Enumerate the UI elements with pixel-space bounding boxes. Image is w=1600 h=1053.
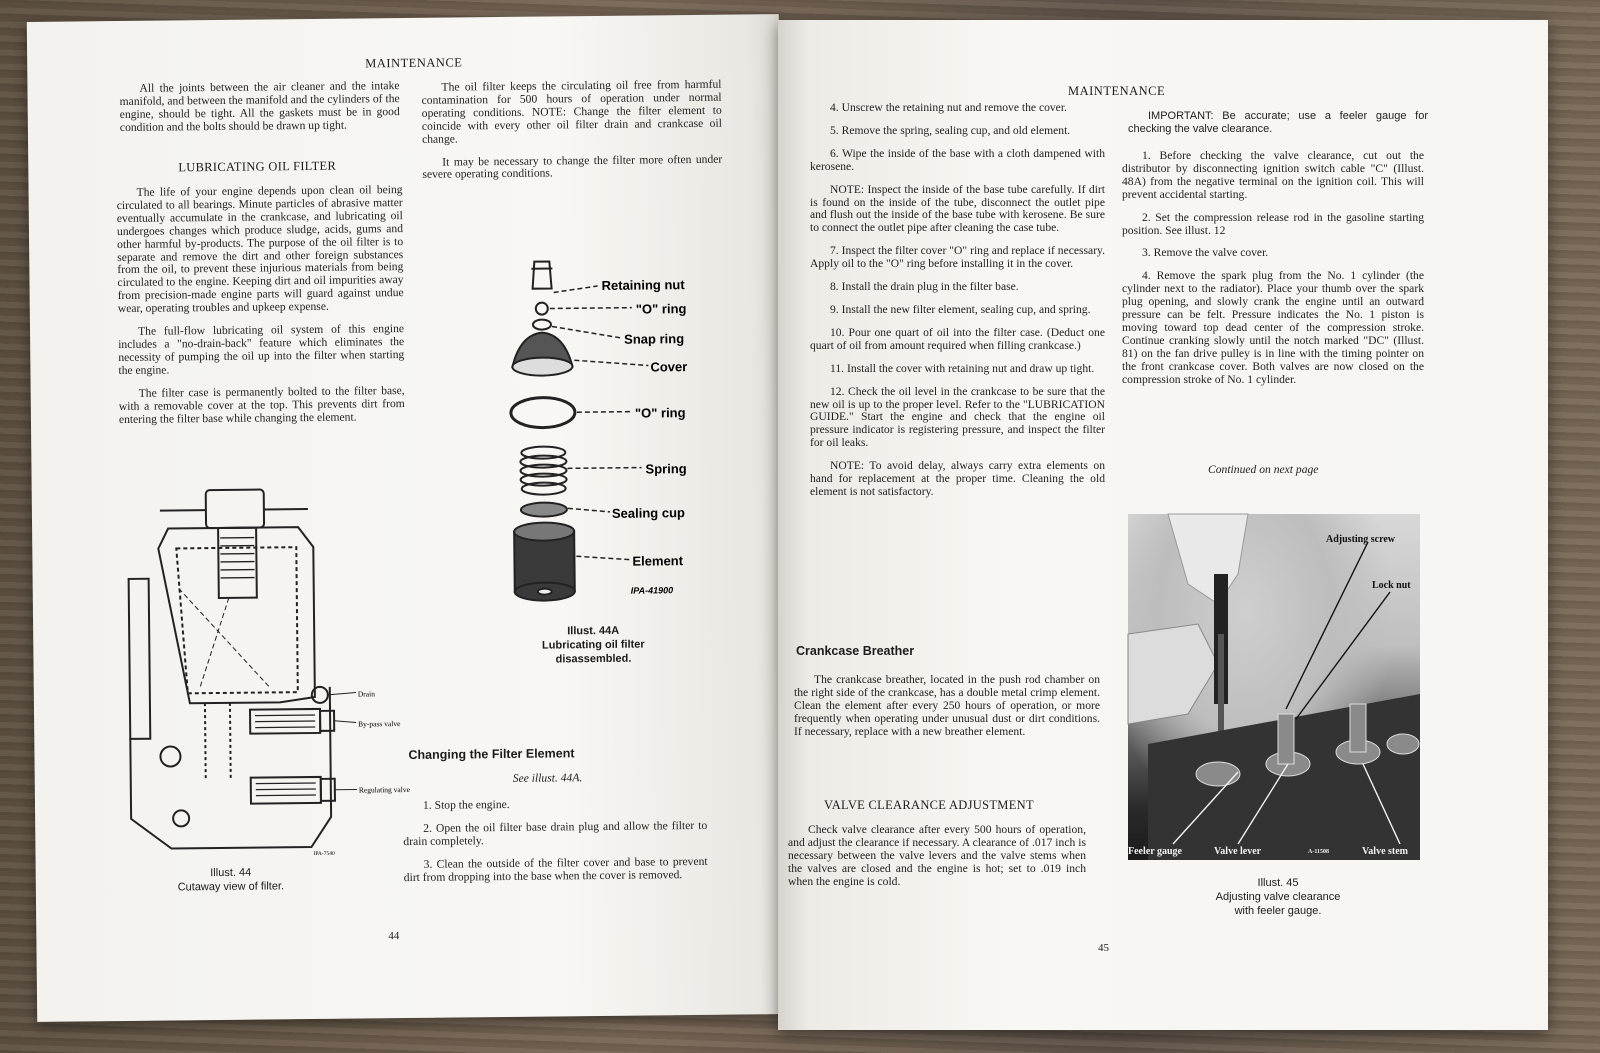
illust44-text: Cutaway view of filter. — [177, 880, 285, 894]
step-5: 5. Remove the spring, sealing cup, and old element. — [830, 123, 1071, 137]
valve-steps — [1122, 150, 1424, 397]
illust44a-caption — [503, 623, 683, 667]
filter-paragraph-1: The oil filter keeps the circulating oil free from harmful contamination for 500 hours of operation under normal operating conditions. NOTE: Change the filter element to coincide with every other oil filter drain and crankcase oil change. — [421, 77, 722, 146]
changing-steps — [403, 797, 708, 895]
valve-step-1: 1. Before checking the valve clearance, cut out the distributor by disconnecting ignition switch cable "C" (Illust. 48A) from the negative terminal on the ignition coil. This will prevent accidental starting. — [1122, 149, 1424, 201]
step-3: 3. Clean the outside of the filter cover and base to prevent dirt from dropping into the base when the cover is removed. — [403, 854, 708, 884]
step-10: 10. Pour one quart of oil into the filter case. (Deduct one quart of oil from amount required when filling crankcase.) — [810, 325, 1105, 352]
filter-steps-continued — [810, 102, 1105, 509]
valve-text: Check valve clearance after every 500 hours of operation, and adjust the clearance if necessary. A clearance of .017 inch is necessary between the valve levers and the valve stems when the valves are closed and the engine is hot; set to .019 inch when the engine is cold. — [788, 823, 1086, 888]
label-feeler-gauge: Feeler gauge — [1128, 846, 1182, 857]
important-note: IMPORTANT: Be accurate; use a feeler gauge for checking the valve clearance. — [1128, 110, 1428, 135]
continued-note: Continued on next page — [1208, 463, 1319, 476]
step-12: 12. Check the oil level in the crankcase to be sure that the new oil is up to the proper level. Refer to the "LUBRICATION GUIDE." Start the engine and check that the engine oil pressure indicator is registering pressure, and inspect the filter for oil leaks. — [810, 384, 1105, 450]
illust44a-number: Illust. 44A — [567, 624, 620, 638]
bypass-valve-label: By-pass valve — [358, 719, 401, 729]
lube-paragraph-2: The full-flow lubricating oil system of this engine includes a "no-drain-back" feature which eliminates the necessity of pumping the oil up into the filter when starting the engine. — [118, 322, 405, 377]
breather-text-block — [794, 674, 1100, 749]
step-4: 4. Unscrew the retaining nut and remove the cover. — [830, 101, 1067, 114]
breather-heading: Crankcase Breather — [796, 644, 915, 658]
label-snap-ring: Snap ring — [624, 331, 685, 347]
page-header: MAINTENANCE — [365, 55, 463, 71]
illust45-caption — [1178, 876, 1378, 918]
page-header: MAINTENANCE — [1068, 84, 1166, 98]
exploded-filter-drawing — [489, 255, 733, 617]
right-page — [778, 20, 1548, 1030]
col2-text — [421, 79, 722, 192]
label-cover: Cover — [650, 359, 688, 375]
intro-paragraph — [119, 80, 400, 145]
label-adjusting-screw: Adjusting screw — [1326, 534, 1395, 545]
photo-code: A-11508 — [1308, 849, 1329, 855]
step-9: 9. Install the new filter element, sealing cup, and spring. — [830, 302, 1091, 316]
valve-step-2: 2. Set the compression release rod in the gasoline starting position. See illust. 12 — [1122, 210, 1424, 237]
illust45-text-2: with feeler gauge. — [1234, 905, 1322, 917]
label-valve-stem: Valve stem — [1362, 846, 1409, 857]
label-retaining-nut: Retaining nut — [601, 277, 685, 293]
important-note-block — [1128, 110, 1428, 146]
cutaway-code: IPA-7540 — [313, 850, 335, 858]
valve-step-3: 3. Remove the valve cover. — [1142, 246, 1269, 260]
step-6: 6. Wipe the inside of the base with a cloth dampened with kerosene. — [810, 146, 1105, 173]
page-number: 45 — [1098, 942, 1109, 954]
valve-heading: VALVE CLEARANCE ADJUSTMENT — [824, 798, 1034, 812]
label-o-ring-2: "O" ring — [634, 405, 686, 421]
label-lock-nut: Lock nut — [1372, 580, 1411, 591]
valve-step-4: 4. Remove the spark plug from the No. 1 cylinder (the cylinder next to the radiator). Place your thumb over the spark plug opening, and slowly crank the engine until an outward pressure can be felt. Pressure indicates the No. 1 piston is moving toward top dead center of the compression stroke. Continue cranking slowly until the notch marked "DC" (Illust. 81) on the fan drive pulley is in line with the timing pointer on the front crankcase cover. Both valves are now closed on the compression stroke of No. 1 cylinder. — [1122, 269, 1424, 386]
regulating-valve-label: Regulating valve — [358, 784, 410, 795]
illust44a-text: Lubricating oil filter disassembled. — [541, 638, 645, 666]
lube-text — [117, 184, 406, 436]
see-illust-ref: See illust. 44A. — [512, 771, 583, 785]
cutaway-filter-drawing — [108, 486, 410, 859]
label-valve-lever: Valve lever — [1214, 846, 1262, 857]
label-element: Element — [632, 553, 684, 569]
label-sealing-cup: Sealing cup — [611, 505, 686, 521]
lube-paragraph-1: The life of your engine depends upon clean oil being circulated to all bearings. Minute particles of abrasive matter eventually accumulate in the crankcase, and lubricating oil undergoes changes which produce sludge, acids, gums and other harmful by-products. The purpose of the oil filter is to separate and remove the dirt and other foreign substances from the oil, to prevent these injurious materials from being circulated to the engine. Keeping dirt and oil impurities away from precision-made engine parts will guard against undue wear, operating troubles and upkeep expense. — [116, 183, 404, 316]
step-8: 8. Install the drain plug in the filter base. — [830, 280, 1019, 294]
note-base-tube: NOTE: Inspect the inside of the base tube carefully. If dirt is found on the inside of the tube, disconnect the outlet pipe and flush out the inside of the base tube with kerosene. Be sure to connect the outlet pipe after cleaning the case tube. — [810, 182, 1105, 235]
lube-heading: LUBRICATING OIL FILTER — [178, 158, 337, 175]
drain-label: Drain — [357, 689, 375, 699]
illust45-text-1: Adjusting valve clearance — [1215, 891, 1341, 903]
valve-adjustment-photo — [1128, 514, 1420, 860]
intro-text: All the joints between the air cleaner and the intake manifold, and between the manifold and the cylinders of the engine, should be tight. All the gaskets must be in good condition and the bolts should be drawn up tight. — [119, 79, 400, 134]
step-11: 11. Install the cover with retaining nut and draw up tight. — [830, 361, 1095, 375]
step-1: 1. Stop the engine. — [422, 797, 510, 812]
exploded-code: IPA-41900 — [630, 585, 674, 596]
illust44-number: Illust. 44 — [210, 866, 252, 880]
label-spring: Spring — [645, 461, 687, 477]
illust45-number: Illust. 45 — [1257, 877, 1299, 889]
step-2: 2. Open the oil filter base drain plug and allow the filter to drain completely. — [403, 818, 708, 848]
label-o-ring-1: "O" ring — [635, 301, 687, 317]
step-7: 7. Inspect the filter cover "O" ring and replace if necessary. Apply oil to the "O" ring before installing it in the cover. — [810, 244, 1105, 271]
changing-heading: Changing the Filter Element — [408, 746, 575, 763]
page-number: 44 — [388, 930, 400, 943]
left-page — [27, 14, 789, 1022]
illust44-caption — [156, 865, 306, 895]
filter-paragraph-2: It may be necessary to change the filter more often under severe operating conditions. — [422, 152, 723, 182]
breather-text: The crankcase breather, located in the push rod chamber on the right side of the crankcase, has a double metal crimp element. Clean the element after every 250 hours of operation, or more frequently when operating under unusual dust or dirt conditions. If necessary, replace with a new breather element. — [794, 673, 1100, 738]
note-extra-elements: NOTE: To avoid delay, always carry extra elements on hand for replacement at the proper time. Cleaning the old element is not satisfactory. — [810, 459, 1105, 498]
lube-paragraph-3: The filter case is permanently bolted to the filter base, with a removable cover at the top. This prevents dirt from entering the filter base while changing the element. — [118, 383, 405, 426]
valve-text-block — [788, 824, 1086, 899]
